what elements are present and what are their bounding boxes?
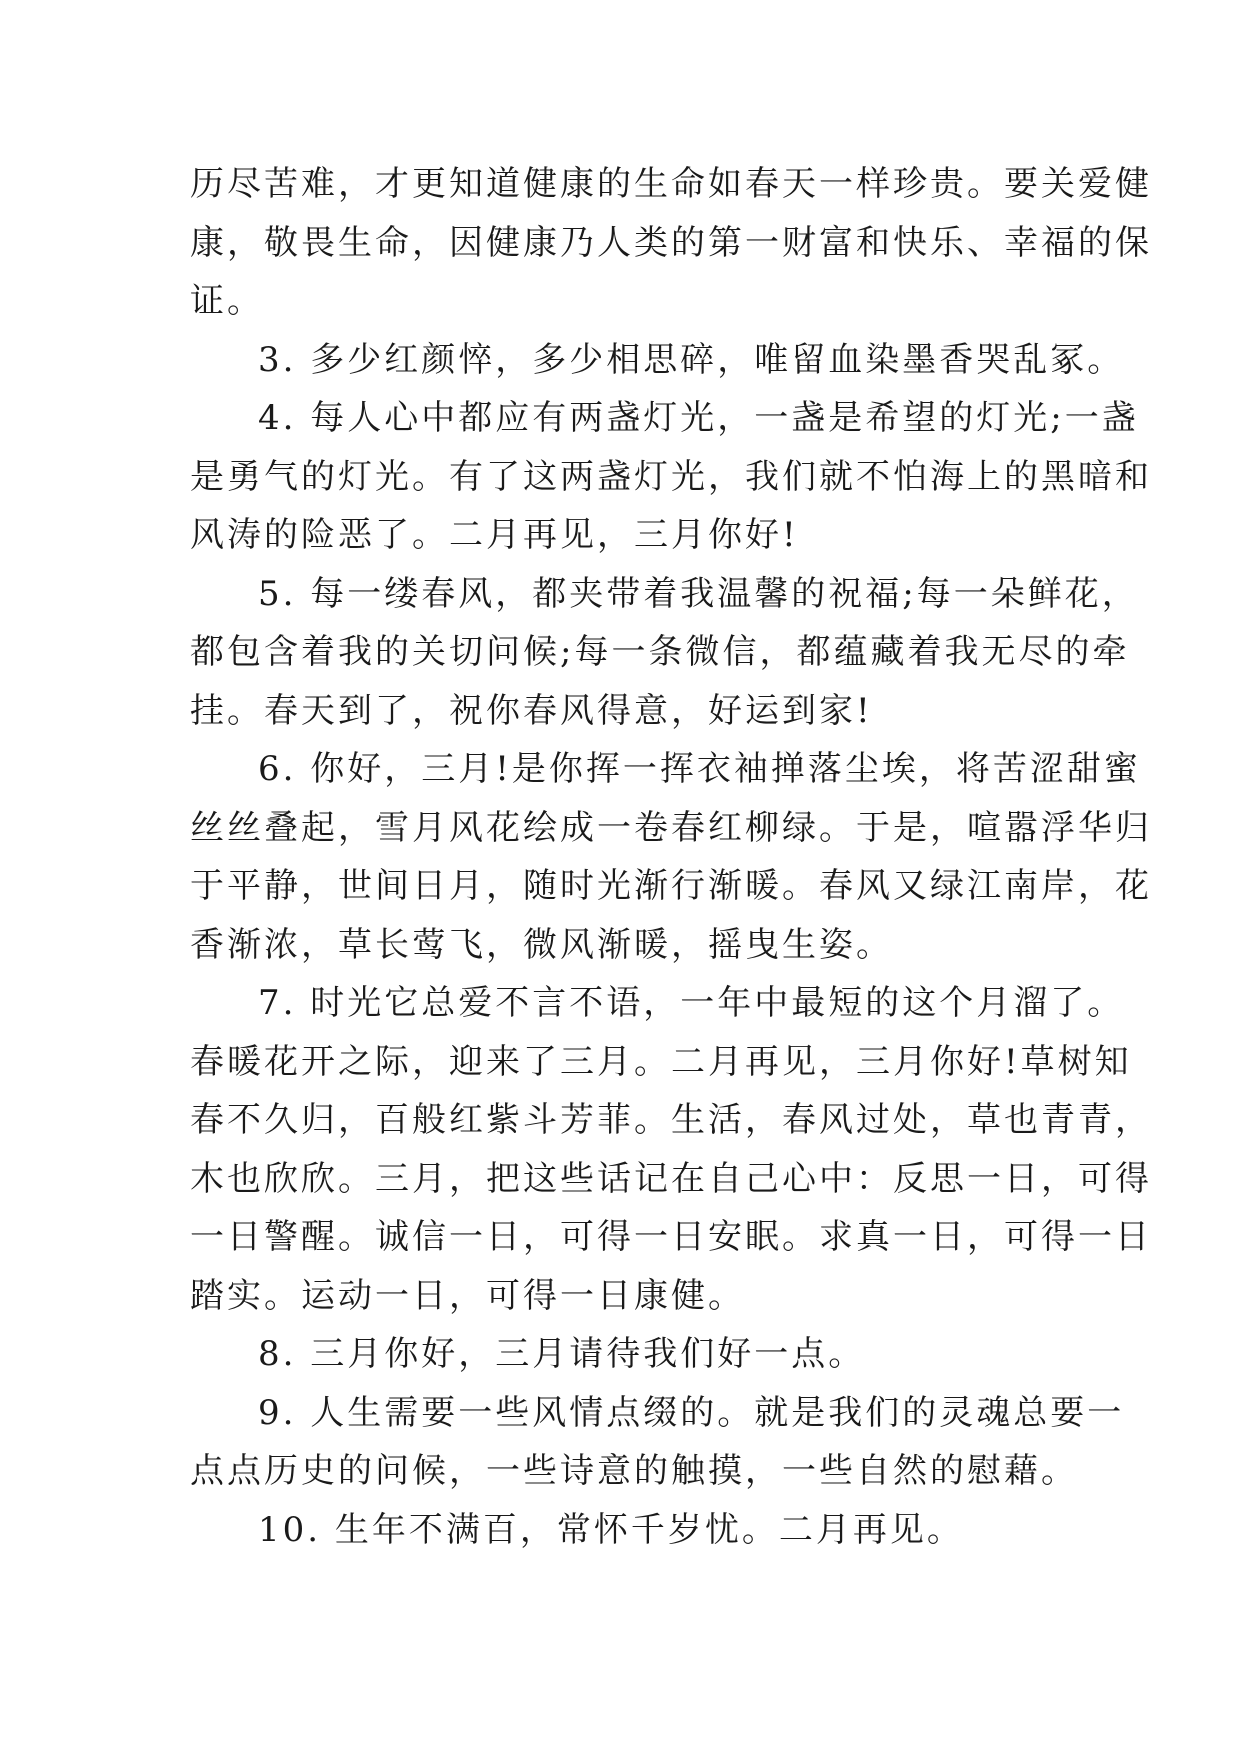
text-line: 历尽苦难，才更知道健康的生命如春天一样珍贵。要关爱健 bbox=[190, 164, 1152, 204]
text-line: 丝丝叠起，雪月风花绘成一卷春红柳绿。于是，喧嚣浮华归 bbox=[190, 807, 1152, 848]
text-line: 一日警醒。诚信一日，可得一日安眠。求真一日，可得一日 bbox=[190, 1217, 1152, 1257]
paragraph-item-4 bbox=[190, 389, 1152, 565]
paragraph-item-10 bbox=[190, 1501, 1060, 1560]
text-line: 于平静，世间日月，随时光渐行渐暖。春风又绿江南岸，花 bbox=[190, 866, 1152, 906]
text-line: 风涛的险恶了。二月再见，三月你好! bbox=[190, 515, 799, 555]
text-line: 挂。春天到了，祝你春风得意，好运到家! bbox=[190, 690, 873, 731]
text-line: 踏实。运动一日，可得一日康健。 bbox=[190, 1275, 745, 1316]
text-line: 3. 多少红颜悴，多少相思碎，唯留血染墨香哭乱冢。 bbox=[258, 339, 1125, 380]
text-line: 10. 生年不满百，常怀千岁忧。二月再见。 bbox=[258, 1509, 964, 1550]
text-line: 4. 每人心中都应有两盏灯光，一盏是希望的灯光;一盏 bbox=[258, 398, 1139, 438]
document-body bbox=[190, 155, 1152, 1559]
text-line: 康，敬畏生命，因健康乃人类的第一财富和快乐、幸福的保 bbox=[190, 222, 1152, 263]
paragraph-item-7 bbox=[190, 974, 1152, 1325]
text-line: 7. 时光它总爱不言不语，一年中最短的这个月溜了。 bbox=[258, 983, 1125, 1023]
text-line: 春暖花开之际，迎来了三月。二月再见，三月你好!草树知 bbox=[190, 1041, 1132, 1082]
text-line: 春不久归，百般红紫斗芳菲。生活，春风过处，草也青青， bbox=[190, 1100, 1152, 1140]
paragraph-item-3 bbox=[190, 331, 1125, 390]
paragraph-intro bbox=[190, 155, 1152, 331]
text-line: 5. 每一缕春风，都夹带着我温馨的祝福;每一朵鲜花， bbox=[258, 573, 1139, 614]
paragraph-item-9 bbox=[190, 1384, 1125, 1501]
paragraph-item-8 bbox=[190, 1325, 1060, 1384]
text-line: 8. 三月你好，三月请待我们好一点。 bbox=[258, 1334, 866, 1374]
text-line: 9. 人生需要一些风情点缀的。就是我们的灵魂总要一 bbox=[258, 1392, 1125, 1433]
text-line: 香渐浓，草长莺飞，微风渐暖，摇曳生姿。 bbox=[190, 924, 893, 965]
paragraph-item-6 bbox=[190, 740, 1152, 974]
text-line: 是勇气的灯光。有了这两盏灯光，我们就不怕海上的黑暗和 bbox=[190, 456, 1152, 497]
text-line: 都包含着我的关切问候;每一条微信，都蕴藏着我无尽的牵 bbox=[190, 632, 1130, 672]
text-line: 木也欣欣。三月，把这些话记在自己心中：反思一日，可得 bbox=[190, 1158, 1152, 1199]
text-line: 点点历史的问候，一些诗意的触摸，一些自然的慰藉。 bbox=[190, 1451, 1078, 1491]
text-line: 6. 你好，三月!是你挥一挥衣袖掸落尘埃，将苦涩甜蜜 bbox=[258, 749, 1141, 789]
paragraph-item-5 bbox=[190, 565, 1139, 741]
text-line: 证。 bbox=[190, 281, 264, 321]
